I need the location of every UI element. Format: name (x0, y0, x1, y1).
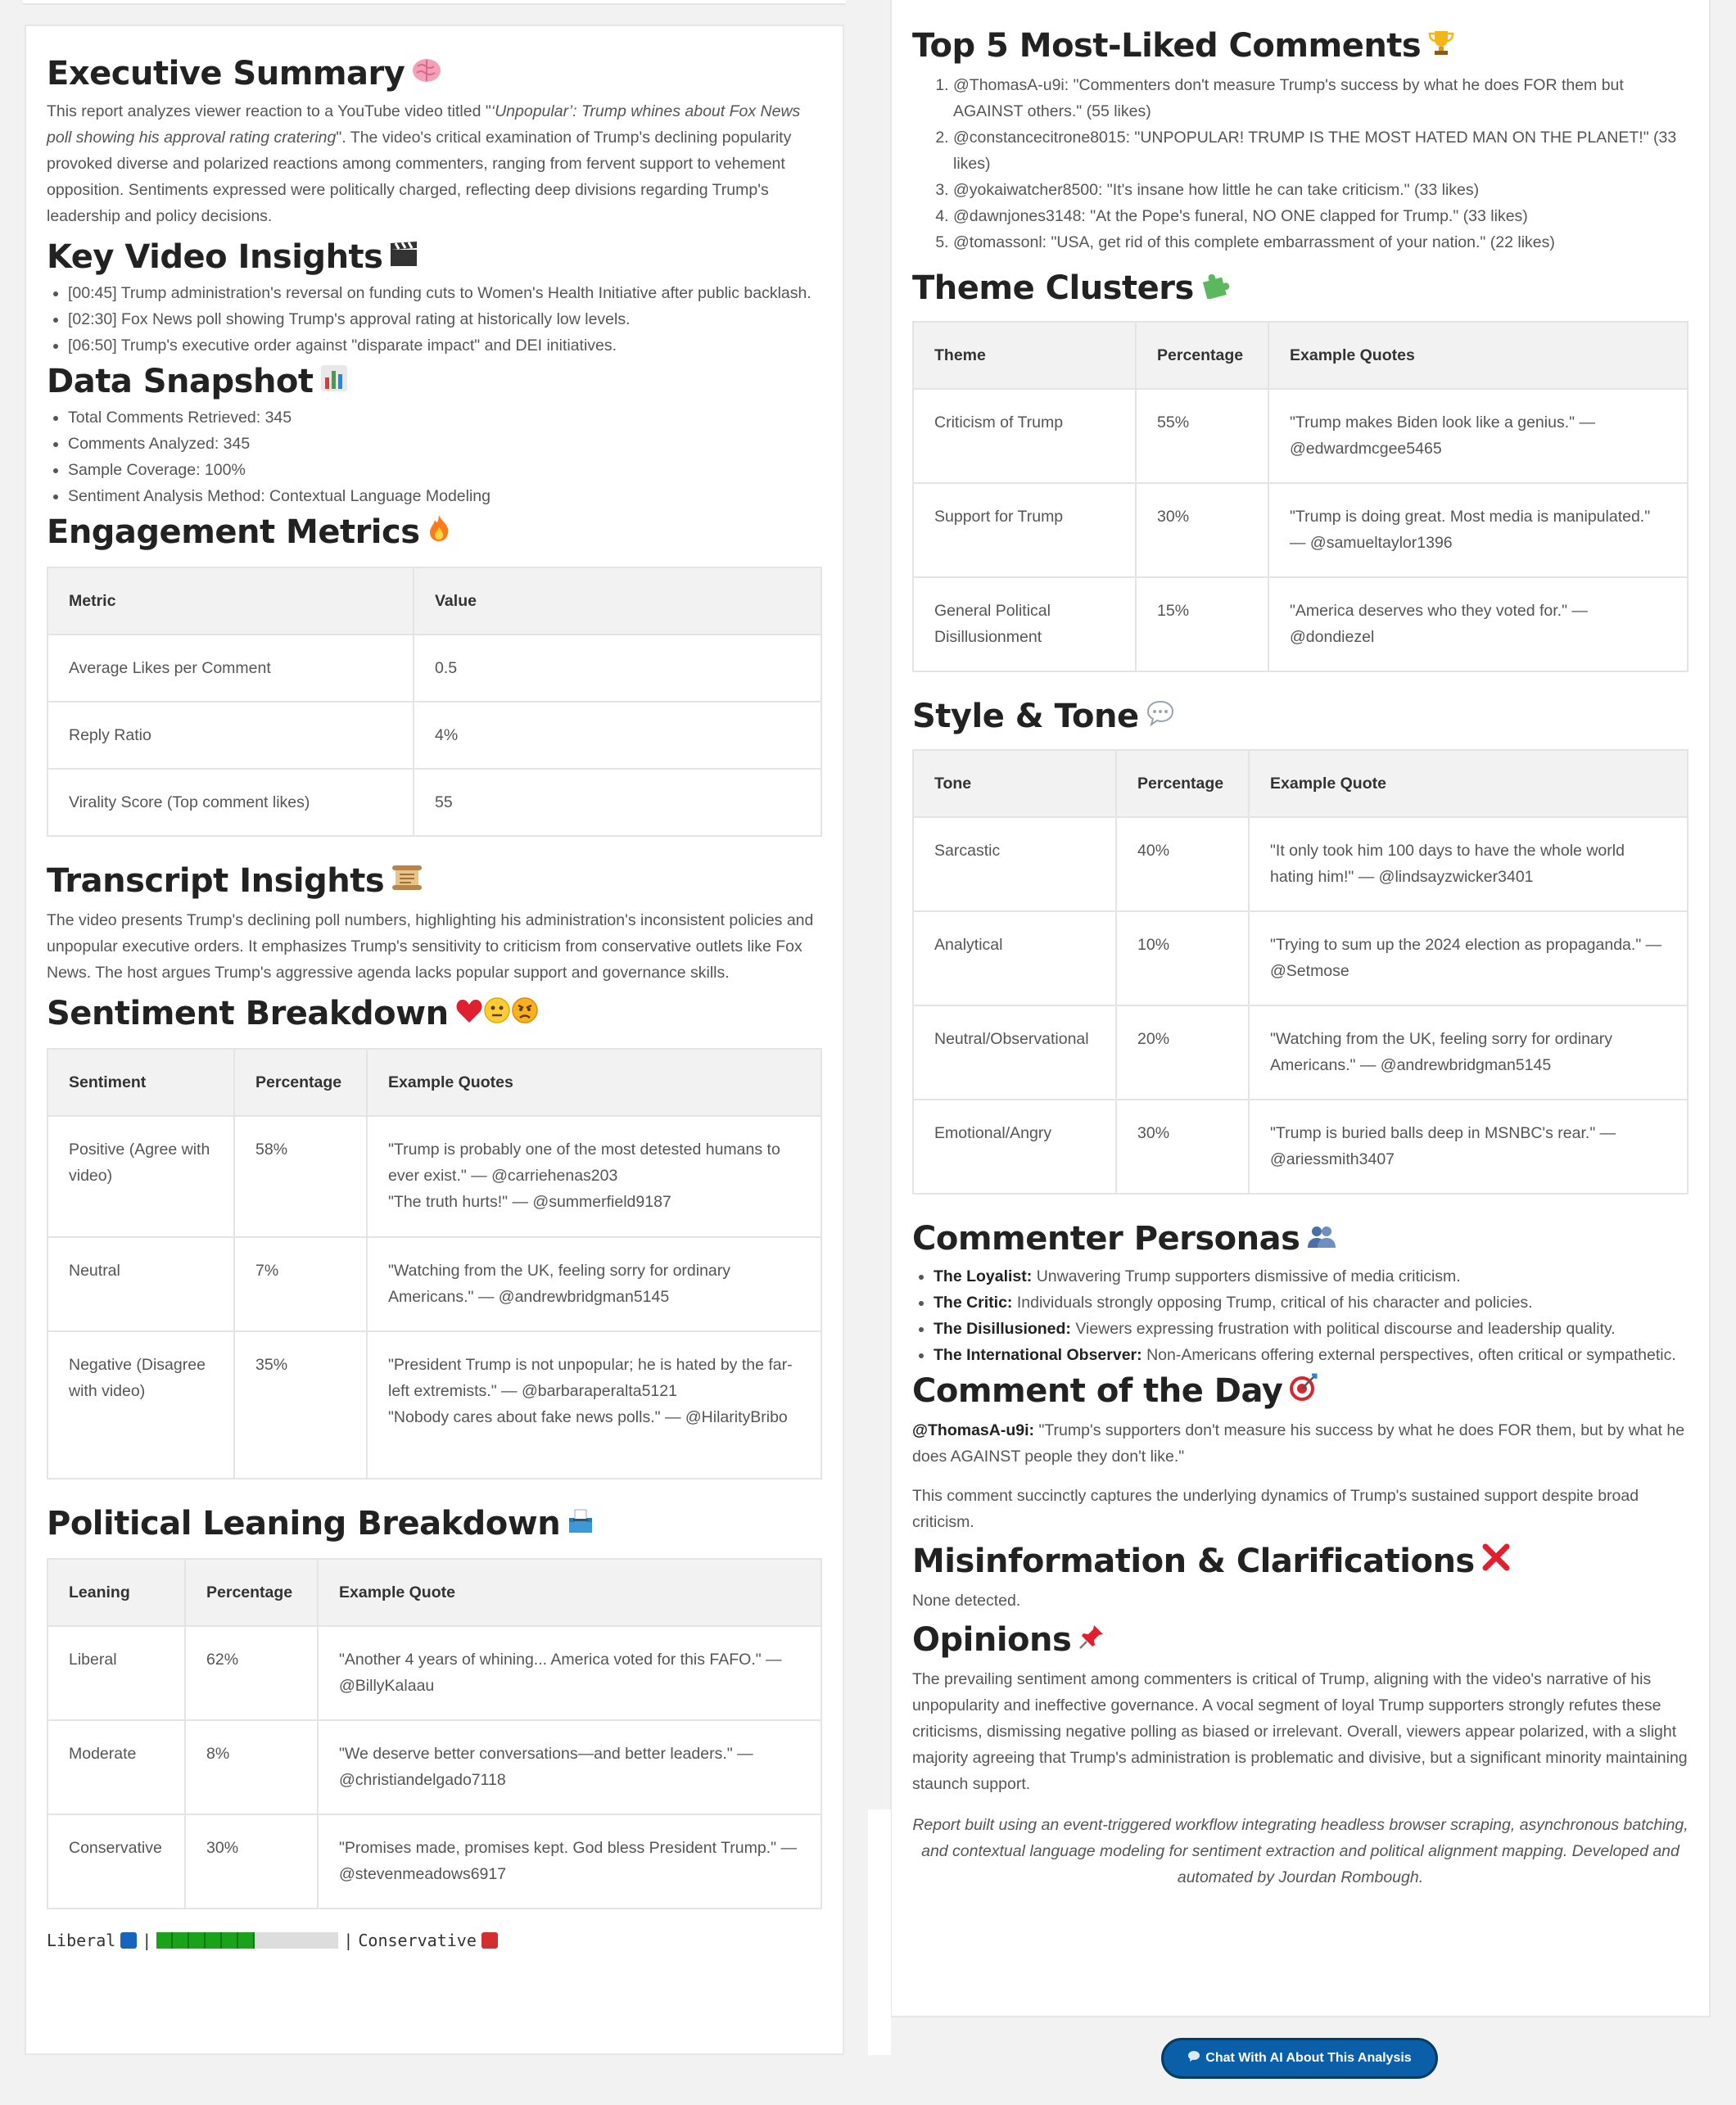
transcript-title-text: Transcript Insights (47, 862, 385, 900)
percentage-cell: 40% (1116, 817, 1249, 911)
summary-part-2: ". The video's critical examination of Trump's declining popularity provoked diverse and polarized reactions among commenters, ranging from fervent support to vehement opposition. Sentiments expressed were politically charged, reflecting deep divisions regarding Trump's leadership and policy decisions. (47, 129, 792, 225)
right-report-panel (890, 0, 1711, 2017)
theme-cell: General Political Disillusionment (913, 577, 1136, 671)
tone-cell: Neutral/Observational (913, 1005, 1116, 1100)
section-title-data-snapshot (47, 359, 822, 404)
list-item: • [00:45] Trump administration's reversal on funding cuts to Women's Health Initiative after public backlash. (68, 280, 822, 306)
bar-filled-segment (189, 1932, 206, 1949)
list-item: 5. @tomassonl: "USA, get rid of this complete embarrassment of your nation." (22 likes) (953, 229, 1689, 255)
column-header: Example Quotes (367, 1049, 821, 1116)
bar-filled-segment (206, 1932, 222, 1949)
bar-filled-segment (156, 1932, 173, 1949)
key-insights-title-text: Key Video Insights (47, 238, 383, 276)
brain-icon (411, 51, 442, 97)
bar-filled-segment (173, 1932, 189, 1949)
pushpin-icon (1078, 1617, 1105, 1663)
percentage-cell: 55% (1136, 389, 1268, 483)
bar-pipe: | (343, 1931, 354, 1950)
list-item: 2. @constancecitrone8015: "UNPOPULAR! TRUMP IS THE MOST HATED MAN ON THE PLANET!" (33 likes) (953, 124, 1689, 177)
top-comments-title-text: Top 5 Most-Liked Comments (912, 27, 1422, 65)
table-row (913, 577, 1688, 671)
percentage-cell: 7% (234, 1237, 367, 1331)
quote: "Nobody cares about fake news polls." — @HilarityBribo (388, 1408, 788, 1426)
quote-cell: "Another 4 years of whining... America voted for this FAFO." — @BillyKalaau (318, 1626, 821, 1720)
quotes-cell (367, 1237, 821, 1331)
column-header: Percentage (234, 1049, 367, 1116)
clapperboard-icon (389, 234, 418, 280)
comment-of-the-day (912, 1417, 1689, 1470)
engagement-metrics-table (47, 567, 822, 837)
quotes-cell (367, 1116, 821, 1237)
percentage-cell: 30% (1116, 1100, 1249, 1194)
ballot-box-icon (567, 1501, 594, 1547)
section-title-political-leaning (47, 1501, 822, 1547)
persona-desc: Viewers expressing frustration with political discourse and leadership quality. (1070, 1320, 1616, 1338)
bar-pipe: | (142, 1931, 152, 1950)
section-title-executive-summary (47, 51, 822, 97)
table-row (47, 1814, 821, 1909)
section-title-opinions (912, 1617, 1689, 1663)
bar-track (156, 1932, 338, 1949)
quote: "President Trump is not unpopular; he is hated by the far-left extremists." — @barbaraperalta5121 (388, 1356, 793, 1400)
persona-name: The Critic: (934, 1294, 1013, 1312)
tone-cell: Sarcastic (913, 817, 1116, 911)
percentage-cell: 30% (1136, 483, 1268, 577)
sentiment-cell: Negative (Disagree with video) (47, 1331, 234, 1479)
value-cell: 4% (414, 702, 821, 769)
list-item: • Total Comments Retrieved: 345 (68, 404, 822, 431)
column-header: Metric (47, 567, 414, 635)
table-row (47, 769, 821, 836)
table-header-row (47, 1559, 821, 1626)
key-insights-list (47, 280, 822, 359)
section-title-sentiment-breakdown (47, 991, 822, 1037)
misinfo-title-text: Misinformation & Clarifications (912, 1543, 1475, 1580)
style-tone-table (912, 749, 1689, 1195)
speech-bubble-icon (1146, 693, 1175, 739)
style-tone-title-text: Style & Tone (912, 698, 1139, 735)
puzzle-icon (1200, 265, 1230, 311)
data-snapshot-list (47, 404, 822, 509)
people-icon (1306, 1216, 1337, 1262)
column-header: Leaning (47, 1559, 185, 1626)
leaning-cell: Conservative (47, 1814, 185, 1909)
table-row (47, 1331, 821, 1479)
report-footnote: Report built using an event-triggered workflow integrating headless browser scraping, asynchronous batching, and contextual language modeling for sentiment extraction and political alignment mapping. Developed and automated by Jourdan Rombough. (912, 1816, 1689, 1886)
bullseye-icon (1289, 1368, 1318, 1414)
neutral-face-icon (483, 991, 511, 1037)
list-item (934, 1342, 1689, 1368)
table-row (913, 1100, 1688, 1194)
percentage-cell: 30% (185, 1814, 318, 1909)
table-header-row (913, 750, 1688, 817)
section-title-theme-clusters (912, 265, 1689, 311)
table-row (47, 1720, 821, 1814)
quote: "Watching from the UK, feeling sorry for ordinary Americans." — @andrewbridgman5145 (388, 1262, 731, 1306)
list-item (934, 1290, 1689, 1316)
opinions-text: The prevailing sentiment among commenters is critical of Trump, aligning with the video's narrative of his unpopularity and ineffective governance. A vocal segment of loyal Trump supporters strongly refutes these criticisms, dismissing negative polling as biased or irrelevant. Overall, viewers appear polarized, with a slight majority agreeing that Trump's administration is problematic and divisive, but a significant minority maintaining staunch support. (912, 1670, 1688, 1793)
column-header: Example Quote (318, 1559, 821, 1626)
metric-cell: Reply Ratio (47, 702, 414, 769)
theme-clusters-table (912, 321, 1689, 672)
table-row (47, 1626, 821, 1720)
quote-cell: "We deserve better conversations—and better leaders." — @christiandelgado7118 (318, 1720, 821, 1814)
table-header-row (47, 1049, 821, 1116)
persona-desc: Unwavering Trump supporters dismissive of media criticism. (1032, 1267, 1461, 1285)
speech-bubble-icon (1187, 2050, 1200, 2067)
political-leaning-table (47, 1558, 822, 1909)
political-title-text: Political Leaning Breakdown (47, 1505, 561, 1543)
metric-cell: Average Likes per Comment (47, 635, 414, 702)
quote-cell: "Trump is buried balls deep in MSNBC's rear." — @ariessmith3407 (1249, 1100, 1688, 1194)
red-square-icon (481, 1932, 498, 1949)
list-item (934, 1263, 1689, 1290)
angry-face-icon (511, 991, 539, 1037)
section-title-style-tone (912, 693, 1689, 739)
quote-cell: "Trump makes Biden look like a genius." — @edwardmcgee5465 (1268, 389, 1688, 483)
chat-button-label: Chat With AI About This Analysis (1205, 2051, 1412, 2065)
executive-summary-text (47, 98, 822, 229)
column-header: Value (414, 567, 821, 635)
quote: "Trump is probably one of the most detested humans to ever exist." — @carriehenas203 (388, 1141, 780, 1185)
table-header-row (47, 567, 821, 635)
metric-cell: Virality Score (Top comment likes) (47, 769, 414, 836)
trophy-icon (1427, 23, 1455, 69)
table-header-row (913, 322, 1688, 389)
bar-right-label: Conservative (358, 1931, 477, 1950)
theme-cell: Support for Trump (913, 483, 1136, 577)
quote-cell: "Promises made, promises kept. God bless President Trump." — @stevenmeadows6917 (318, 1814, 821, 1909)
table-row (47, 702, 821, 769)
summary-part-1: This report analyzes viewer reaction to a YouTube video titled " (47, 102, 491, 120)
quote-cell: "Watching from the UK, feeling sorry for ordinary Americans." — @andrewbridgman5145 (1249, 1005, 1688, 1100)
list-item: • Comments Analyzed: 345 (68, 431, 822, 457)
bar-chart-icon (320, 359, 348, 404)
theme-cell: Criticism of Trump (913, 389, 1136, 483)
quote-cell: "It only took him 100 days to have the whole world hating him!" — @lindsayzwicker3401 (1249, 817, 1688, 911)
leaning-cell: Liberal (47, 1626, 185, 1720)
bar-filled-segment (222, 1932, 238, 1949)
engagement-title-text: Engagement Metrics (47, 513, 420, 551)
executive-summary-title-text: Executive Summary (47, 55, 405, 93)
table-row (47, 1237, 821, 1331)
persona-name: The Disillusioned: (934, 1320, 1071, 1338)
percentage-cell: 58% (234, 1116, 367, 1237)
bar-left-label: Liberal (47, 1931, 116, 1950)
left-report-panel (25, 25, 844, 2055)
section-title-top-comments (912, 23, 1689, 69)
leaning-cell: Moderate (47, 1720, 185, 1814)
persona-name: The Loyalist: (934, 1267, 1033, 1285)
comment-of-the-day-note: This comment succinctly captures the underlying dynamics of Trump's sustained support despite broad criticism. (912, 1487, 1639, 1531)
quote: "The truth hurts!" — @summerfield9187 (388, 1193, 671, 1211)
cross-mark-icon (1481, 1538, 1511, 1584)
top-comments-list (912, 72, 1689, 255)
persona-name: The International Observer: (934, 1346, 1142, 1364)
column-header: Percentage (1116, 750, 1249, 817)
list-item (934, 1316, 1689, 1342)
tone-cell: Emotional/Angry (913, 1100, 1116, 1194)
column-header: Example Quote (1249, 750, 1688, 817)
quote-cell: "Trump is doing great. Most media is manipulated." — @samueltaylor1396 (1268, 483, 1688, 577)
section-title-misinformation (912, 1538, 1689, 1584)
section-title-comment-of-the-day (912, 1368, 1689, 1414)
list-item: • [02:30] Fox News poll showing Trump's approval rating at historically low levels. (68, 306, 822, 332)
column-header: Tone (913, 750, 1116, 817)
column-header: Example Quotes (1268, 322, 1688, 389)
sentiment-cell: Positive (Agree with video) (47, 1116, 234, 1237)
sentiment-breakdown-table (47, 1048, 822, 1479)
bar-filled-segment (238, 1932, 255, 1949)
list-item: 1. @ThomasA-u9i: "Commenters don't measure Trump's success by what he does FOR them but AGAINST others." (55 likes) (953, 72, 1689, 124)
column-header: Sentiment (47, 1049, 234, 1116)
table-row (913, 911, 1688, 1005)
section-title-commenter-personas (912, 1216, 1689, 1262)
data-snapshot-title-text: Data Snapshot (47, 363, 314, 400)
list-item: • Sentiment Analysis Method: Contextual Language Modeling (68, 483, 822, 509)
table-row (913, 817, 1688, 911)
section-title-transcript-insights (47, 858, 822, 904)
value-cell: 0.5 (414, 635, 821, 702)
section-title-engagement-metrics (47, 509, 822, 555)
quote-cell: "America deserves who they voted for." — @dondiezel (1268, 577, 1688, 671)
comment-author: @ThomasA-u9i: (912, 1421, 1035, 1439)
table-row (913, 389, 1688, 483)
table-row (47, 1116, 821, 1237)
percentage-cell: 20% (1116, 1005, 1249, 1100)
tone-cell: Analytical (913, 911, 1116, 1005)
scroll-icon (391, 858, 423, 904)
table-row (913, 1005, 1688, 1100)
comment-text: "Trump's supporters don't measure his success by what he does FOR them, but by what he does AGAINST people they don't like." (912, 1421, 1685, 1466)
list-item: • Sample Coverage: 100% (68, 457, 822, 483)
quotes-cell (367, 1331, 821, 1479)
percentage-cell: 62% (185, 1626, 318, 1720)
opinions-title-text: Opinions (912, 1621, 1072, 1659)
themes-title-text: Theme Clusters (912, 269, 1194, 307)
top-border (23, 0, 846, 5)
video-title: ‘Unpopular’: Trump whines about Fox News poll showing his approval rating cratering (47, 102, 801, 147)
list-item: 4. @dawnjones3148: "At the Pope's funeral, NO ONE clapped for Trump." (33 likes) (953, 203, 1689, 229)
table-row (47, 635, 821, 702)
chat-with-ai-button[interactable] (1161, 2038, 1438, 2079)
panel-gap-patch (868, 1809, 891, 2055)
red-heart-icon (455, 991, 483, 1037)
percentage-cell: 35% (234, 1331, 367, 1479)
blue-square-icon (120, 1932, 137, 1949)
column-header: Percentage (1136, 322, 1268, 389)
section-title-key-video-insights (47, 234, 822, 280)
sentiment-title-text: Sentiment Breakdown (47, 995, 449, 1032)
column-header: Percentage (185, 1559, 318, 1626)
cotd-title-text: Comment of the Day (912, 1372, 1283, 1410)
political-leaning-bar (47, 1931, 822, 1950)
list-item: 3. @yokaiwatcher8500: "It's insane how little he can take criticism." (33 likes) (953, 177, 1689, 203)
personas-list (912, 1263, 1689, 1368)
quote-cell: "Trying to sum up the 2024 election as propaganda." — @Setmose (1249, 911, 1688, 1005)
column-header: Theme (913, 322, 1136, 389)
table-row (913, 483, 1688, 577)
percentage-cell: 10% (1116, 911, 1249, 1005)
transcript-insights-text: The video presents Trump's declining poll numbers, highlighting his administration's inconsistent policies and unpopular executive orders. It emphasizes Trump's sensitivity to criticism from conservative outlets like Fox News. The host argues Trump's aggressive agenda lacks popular support and governance skills. (47, 911, 814, 982)
list-item: • [06:50] Trump's executive order against "disparate impact" and DEI initiatives. (68, 332, 822, 359)
misinformation-text: None detected. (912, 1592, 1021, 1610)
percentage-cell: 15% (1136, 577, 1268, 671)
persona-desc: Individuals strongly opposing Trump, critical of his character and policies. (1012, 1294, 1533, 1312)
value-cell: 55 (414, 769, 821, 836)
percentage-cell: 8% (185, 1720, 318, 1814)
persona-desc: Non-Americans offering external perspectives, often critical or sympathetic. (1142, 1346, 1676, 1364)
fire-icon (427, 509, 451, 555)
personas-title-text: Commenter Personas (912, 1220, 1300, 1258)
sentiment-cell: Neutral (47, 1237, 234, 1331)
